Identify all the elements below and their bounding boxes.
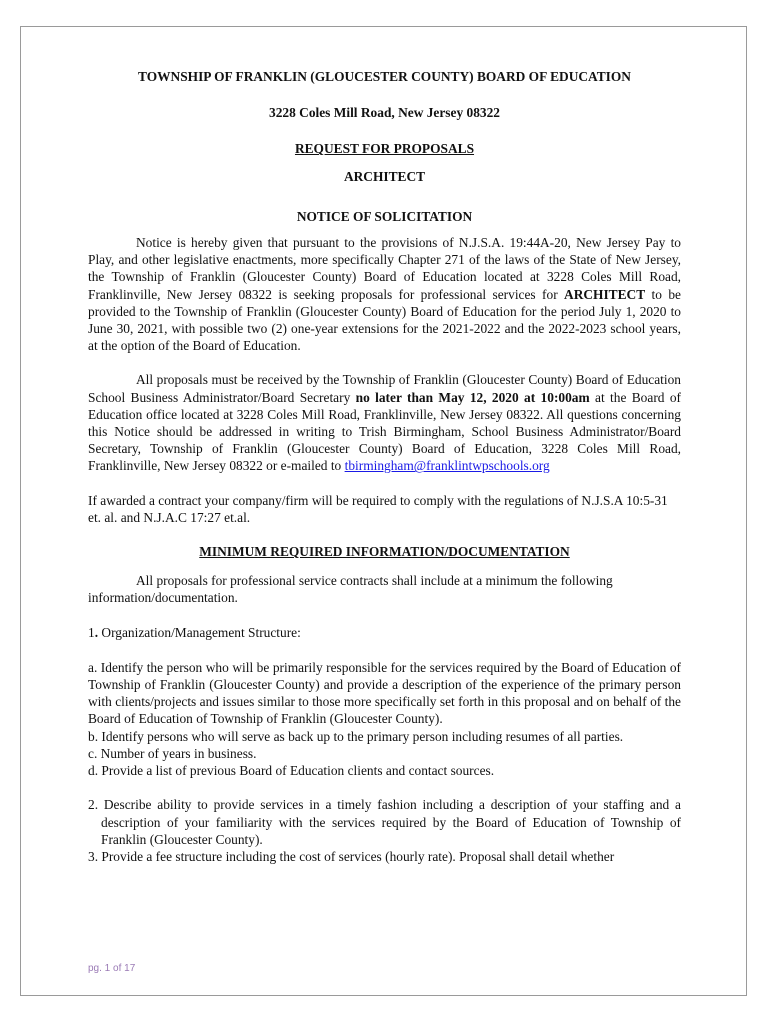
submission-deadline: no later than May 12, 2020 at 10:00am (355, 389, 590, 405)
notice-title: NOTICE OF SOLICITATION (296, 208, 473, 224)
minimum-info-heading: MINIMUM REQUIRED INFORMATION/DOCUMENTATION (199, 544, 570, 560)
notice-paragraph (88, 234, 681, 354)
list-item-2: 2. Describe ability to provide services in a timely fashion including a description of your staffing and a description of your familiarity with the services required by the Board of Education of Township of Franklin (Gloucester County). (88, 797, 681, 847)
minimum-info-paragraph: All proposals for professional service contracts shall include at a minimum the following information/documentation. (88, 573, 613, 606)
submission-paragraph (88, 371, 681, 474)
rfp-subject: ARCHITECT (343, 168, 426, 184)
list-item-1: 1. Organization/Management Structure: (88, 624, 301, 640)
notice-text-part1: Notice is hereby given that pursuant to the provisions of N.J.S.A. 19:44A-20, New Jersey Pay to Play, and other legislative enactments, more specifically Chapter 271 of the laws of the State of New Jersey, the Township of Franklin (Gloucester County) Board of Education located at 3228 Coles Mill Road, Franklinville, New Jersey 08322 is seeking proposals for professional services for (88, 235, 681, 302)
sub-item-a: a. Identify the person who will be primarily responsible for the services required by the Board of Education of Township of Franklin (Gloucester County) and provide a description of the experience of the primary person with clients/projects and issues similar to those more specifically set forth in this proposal and on behalf of the Board of Education of Township of Franklin (Gloucester County). (88, 659, 681, 727)
sub-item-b: b. Identify persons who will serve as back up to the primary person including resumes of all parties. (88, 728, 624, 744)
submission-text-part2: at the Board of Education office located at 3228 Coles Mill Road, Franklinville, New Jersey 08322. All questions concerning this Notice should be addressed in writing to Trish Birmingham, School Business Administrator/Board Secretary, Township of Franklin (Gloucester County) Board of Education, 3228 Coles Mill Road, Franklinville, New Jersey 08322 or e-mailed to (88, 389, 681, 474)
document-content (88, 68, 681, 865)
list-item-1-number: 1 (88, 624, 95, 640)
submission-text-part1: All proposals must be received by the Township of Franklin (Gloucester County) Board of Education School Business Administrator/Board Secretary (88, 372, 681, 405)
email-link[interactable]: tbirmingham@franklintwpschools.org (344, 458, 550, 474)
rfp-title: REQUEST FOR PROPOSALS (294, 141, 475, 157)
list-item-3: 3. Provide a fee structure including the cost of services (hourly rate). Proposal shall detail whether (88, 848, 615, 864)
page-number: pg. 1 of 17 (88, 963, 136, 974)
notice-text-bold: ARCHITECT (564, 286, 646, 302)
sub-item-d: d. Provide a list of previous Board of Education clients and contact sources. (88, 763, 495, 779)
notice-text-part2: to be provided to the Township of Franklin (Gloucester County) Board of Education for the period July 1, 2020 to June 30, 2021, with possible two (2) one-year extensions for the 2021-2022 and the 2022-2023 school years, at the option of the Board of Education. (88, 286, 681, 354)
board-address: 3228 Coles Mill Road, New Jersey 08322 (269, 105, 500, 121)
compliance-paragraph: If awarded a contract your company/firm will be required to comply with the regulations of N.J.S.A 10:5-31 et. al. and N.J.A.C 17:27 et.al. (88, 492, 668, 525)
list-item-1-label: Organization/Management Structure: (98, 624, 301, 640)
board-title: TOWNSHIP OF FRANKLIN (GLOUCESTER COUNTY) BOARD OF EDUCATION (138, 69, 631, 84)
sub-item-c: c. Number of years in business. (88, 745, 257, 761)
